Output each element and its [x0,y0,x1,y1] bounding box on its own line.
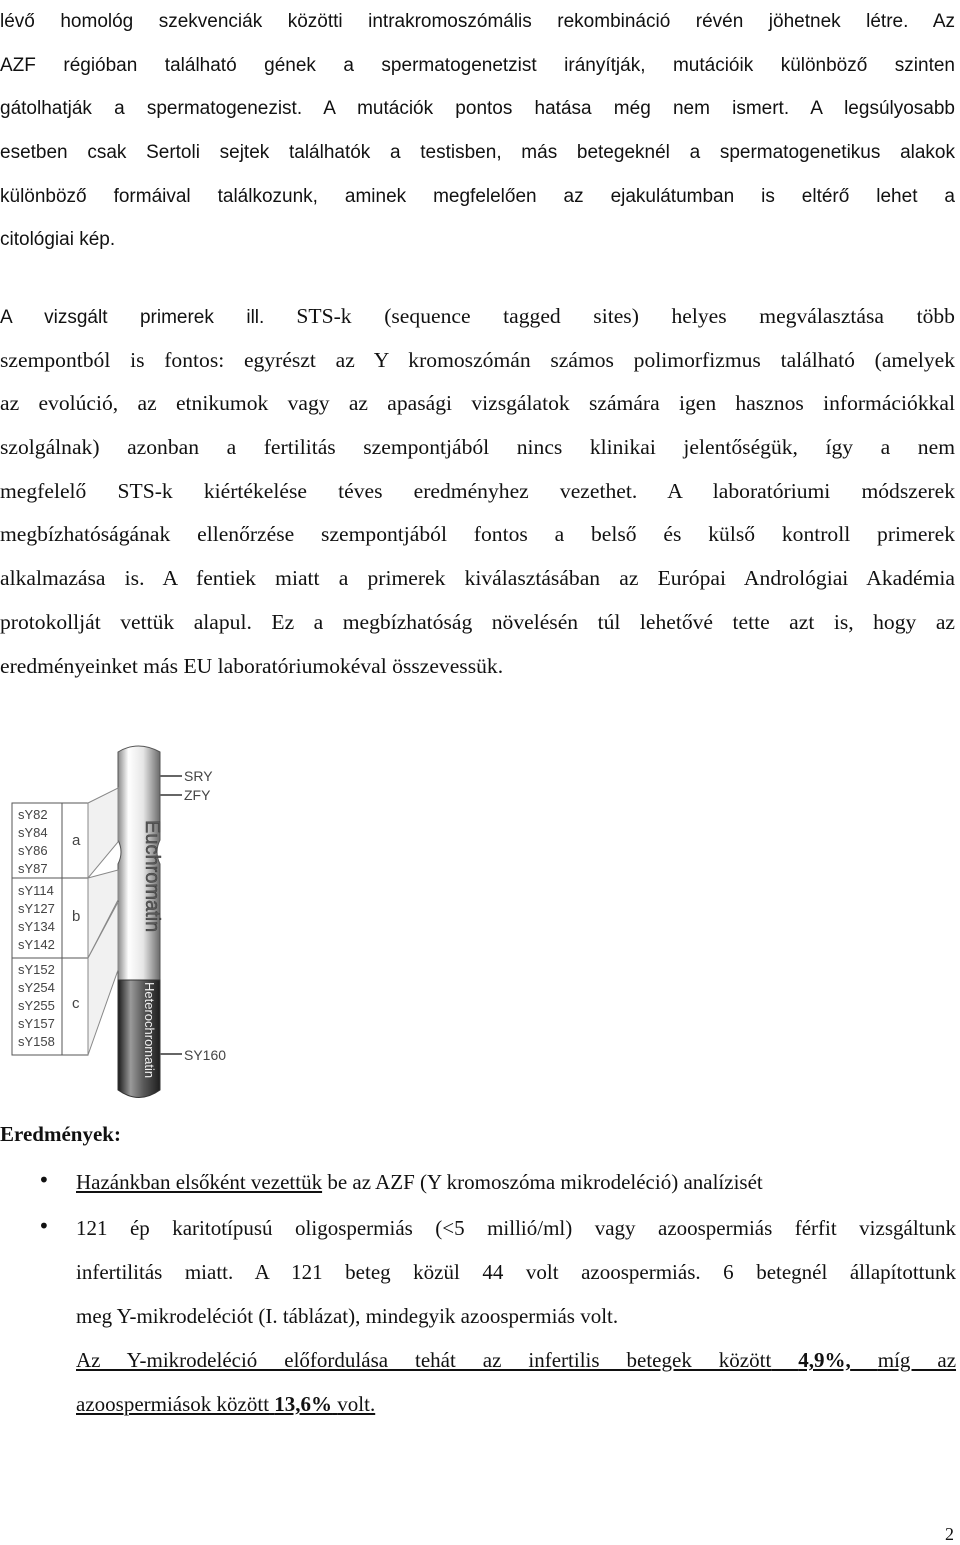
page-number: 2 [945,1524,954,1544]
text-segment: volt. [337,1392,376,1416]
sts-label: sY255 [18,998,55,1013]
euchromatin-label: Euchromatin [141,820,163,933]
bullet-item-line: infertilitás miatt. A 121 beteg közül 44 volt azoospermiás. 6 betegnél állapítottunk [76,1260,956,1284]
text-line: szolgálnak) azonban a fertilitás szempontjából nincs klinikai jelentőségük, így a nem [0,435,955,460]
text-line: lévő homológ szekvenciák közötti intrakromoszómális rekombináció révén jöhetnek létre. Az [0,11,955,32]
sts-label: sY82 [18,807,48,822]
text-line: különböző formáival találkozunk, aminek megfelelően az ejakulátumban is eltérő lehet a [0,185,955,207]
text-line: gátolhatják a spermatogenezist. A mutációk pontos hatása még nem ismert. A legsúlyosabb [0,98,955,120]
sts-label: sY157 [18,1016,55,1031]
bullet-item-line: meg Y-mikrodeléciót (I. táblázat), mindegyik azoospermiás volt. [76,1304,619,1328]
y-chromosome-figure [0,730,260,1115]
text-line: eredményeinket más EU laboratóriumokéval összevessük. [0,653,504,678]
heterochromatin-label: Heterochromatin [142,982,157,1079]
paragraph-sts-primers [0,295,955,688]
paragraph-azf-intro [0,0,955,262]
text-line: citológiai kép. [0,229,116,251]
text-line [0,295,955,339]
sts-label: sY142 [18,937,55,952]
sts-label: sY86 [18,843,48,858]
group-label-a: a [72,832,81,849]
marker-zfy-label: ZFY [184,787,211,803]
group-label-c: c [72,995,80,1012]
sts-label: sY152 [18,962,55,977]
text-line: megbízhatóságának ellenőrzése szempontjából fontos a belső és külső kontroll primerek [0,522,955,547]
underlined-text: Hazánkban elsőként vezettük [76,1170,323,1194]
text-line: AZF régióban található gének a spermatogenetzist irányítják, mutációik különböző szinten [0,54,955,76]
text-segment: azoospermiások között [76,1392,270,1416]
sts-label: sY114 [18,883,54,898]
text-line: alkalmazása is. A fentiek miatt a primerek kiválasztásában az Európai Andrológiai Akadémia [0,566,955,591]
text-segment: be az AZF (Y kromoszóma mikrodeléció) analízisét [322,1170,763,1194]
results-heading: Eredmények: [0,1122,121,1146]
sts-label: sY84 [18,825,48,840]
text-line: szempontból is fontos: egyrészt az Y kromoszómán számos polimorfizmus található (amelyek [0,347,955,372]
sts-label: sY134 [18,919,55,934]
text-line: protokollját vettük alapul. Ez a megbízhatóság növelésén túl lehetővé tette azt is, hogy az [0,609,955,634]
text-line: esetben csak Sertoli sejtek találhatók a testisben, más betegeknél a spermatogenetikus alakok [0,142,955,164]
incidence-value: 4,9%, [798,1348,851,1372]
text-line: megfelelő STS-k kiértékelése téves eredményhez vezethet. A laboratóriumi módszerek [0,478,955,503]
bullet-item-first-analysis [76,1160,956,1204]
azoospermic-incidence-value: 13,6% [274,1392,333,1416]
marker-sy160-label: SY160 [184,1047,227,1063]
text-line: az evolúció, az etnikumok vagy az apasági vizsgálatok számára igen hasznos információkkal [0,391,955,416]
text-segment: A vizsgált primerek ill. [0,307,265,328]
bullet-item-line-highlight [76,1338,956,1382]
bullet-icon: • [38,1168,50,1192]
sts-table [12,803,88,1055]
bullet-item-line-highlight [76,1382,375,1426]
text-segment: Az Y-mikrodeléció előfordulása tehát az infertilis betegek között [76,1348,772,1372]
marker-sry-label: SRY [184,768,213,784]
y-chromosome-diagram [0,730,260,1110]
text-segment: STS-k (sequence tagged sites) helyes megválasztása több [296,304,955,328]
sts-label: sY87 [18,861,48,876]
region-connectors [88,788,118,1055]
bullet-icon: • [38,1214,50,1238]
sts-label: sY158 [18,1034,55,1049]
group-label-b: b [72,908,81,925]
region-a-connector [88,788,118,878]
bullet-item-line: 121 ép karitotípusú oligospermiás (<5 millió/ml) vagy azoospermiás férfit vizsgáltunk [76,1216,956,1240]
text-segment: míg az [877,1348,957,1372]
sts-label: sY254 [18,980,55,995]
sts-label: sY127 [18,901,55,916]
